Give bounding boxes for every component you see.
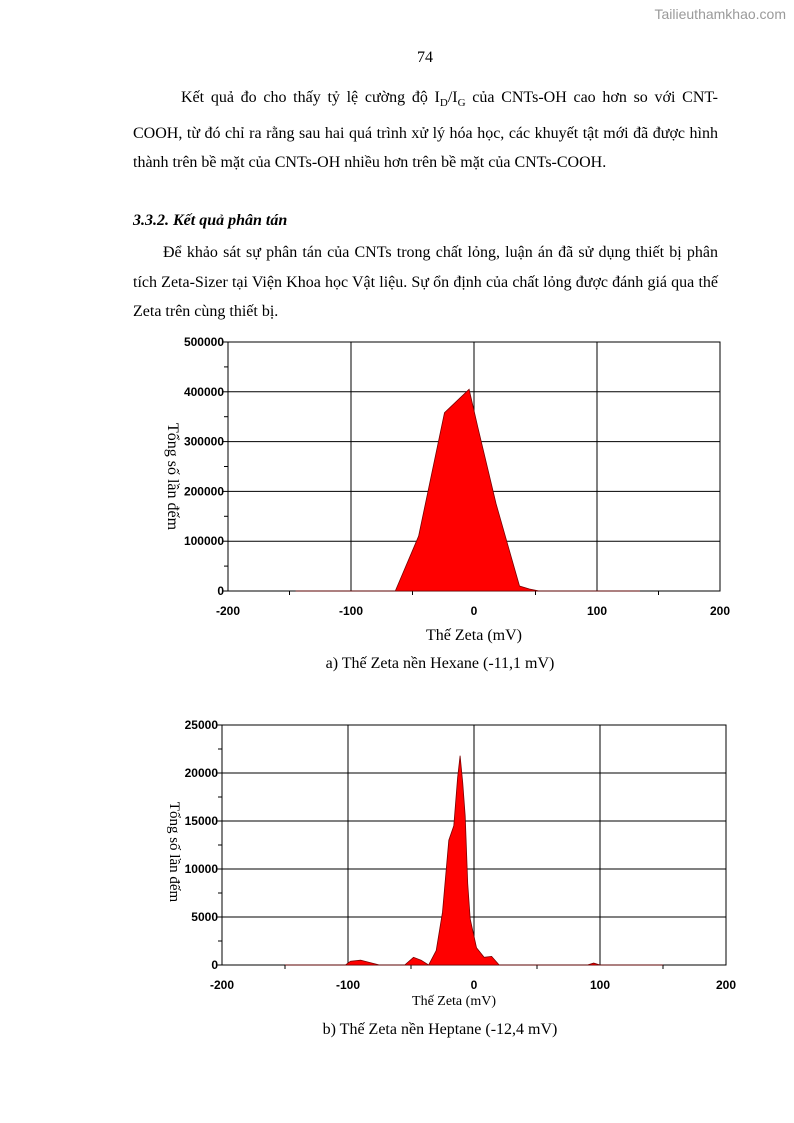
x-tick-label: 100 [589, 978, 611, 992]
x-tick-label: 200 [709, 604, 731, 618]
y-tick-label: 0 [217, 584, 224, 598]
y-tick-label: 400000 [183, 384, 224, 399]
x-tick-label: 0 [470, 978, 478, 992]
subscript-d: D [439, 97, 448, 110]
x-tick-label: -200 [209, 978, 235, 992]
y-tick-label: 15000 [184, 814, 218, 828]
y-tick-label: 25000 [184, 718, 218, 732]
y-axis-label: Tổng số lần đếm [166, 801, 182, 903]
section-heading: 3.3.2. Kết quả phân tán [133, 212, 288, 229]
watermark: Tailieuthamkhao.com [654, 6, 786, 22]
y-tick-label: 100000 [183, 534, 224, 549]
caption-heptane: b) Thế Zeta nền Heptane (-12,4 mV) [322, 1021, 558, 1038]
page-number: 74 [417, 49, 433, 66]
x-tick-label: 200 [715, 978, 737, 992]
y-tick-label: 5000 [191, 910, 218, 924]
x-tick-label: -100 [335, 978, 361, 992]
x-tick-label: -200 [215, 604, 241, 618]
x-tick-label: 0 [470, 604, 478, 618]
x-tick-label: 100 [586, 604, 608, 618]
caption-hexane: a) Thế Zeta nền Hexane (-11,1 mV) [325, 655, 555, 672]
y-tick-label: 0 [211, 958, 218, 972]
x-axis-label: Thế Zeta (mV) [426, 627, 522, 644]
y-tick-label: 10000 [184, 862, 218, 876]
y-tick-label: 200000 [183, 484, 224, 499]
paragraph-2: Để khảo sát sự phân tán của CNTs trong chất lỏng, luận án đã sử dụng thiết bị phân tích Zeta-Sizer tại Viện Khoa học Vật liệu. Sự ổn định của chất lỏng được đánh giá qua thế Zeta trên cùng thiết bị. [133, 244, 718, 320]
y-axis-label: Tổng số lần đếm [164, 422, 181, 531]
paragraph-1-slash: /I [447, 89, 458, 106]
x-tick-label: -100 [338, 604, 364, 618]
paragraph-1-end: của CNTs-OH cao hơn so với CNT-COOH, từ đó chỉ ra rằng sau hai quá trình xử lý hóa học, các khuyết tật mới đã được hình thành trên bề mặt của CNTs-OH nhiều hơn trên bề mặt của CNTs-COOH. [133, 89, 718, 172]
subscript-g: G [457, 97, 466, 110]
y-tick-label: 300000 [183, 434, 224, 449]
paragraph-1-start: Kết quả đo cho thấy tỷ lệ cường độ I [181, 89, 440, 106]
x-axis-label: Thế Zeta (mV) [412, 994, 496, 1009]
y-tick-label: 500000 [183, 335, 224, 349]
y-tick-label: 20000 [184, 766, 218, 780]
